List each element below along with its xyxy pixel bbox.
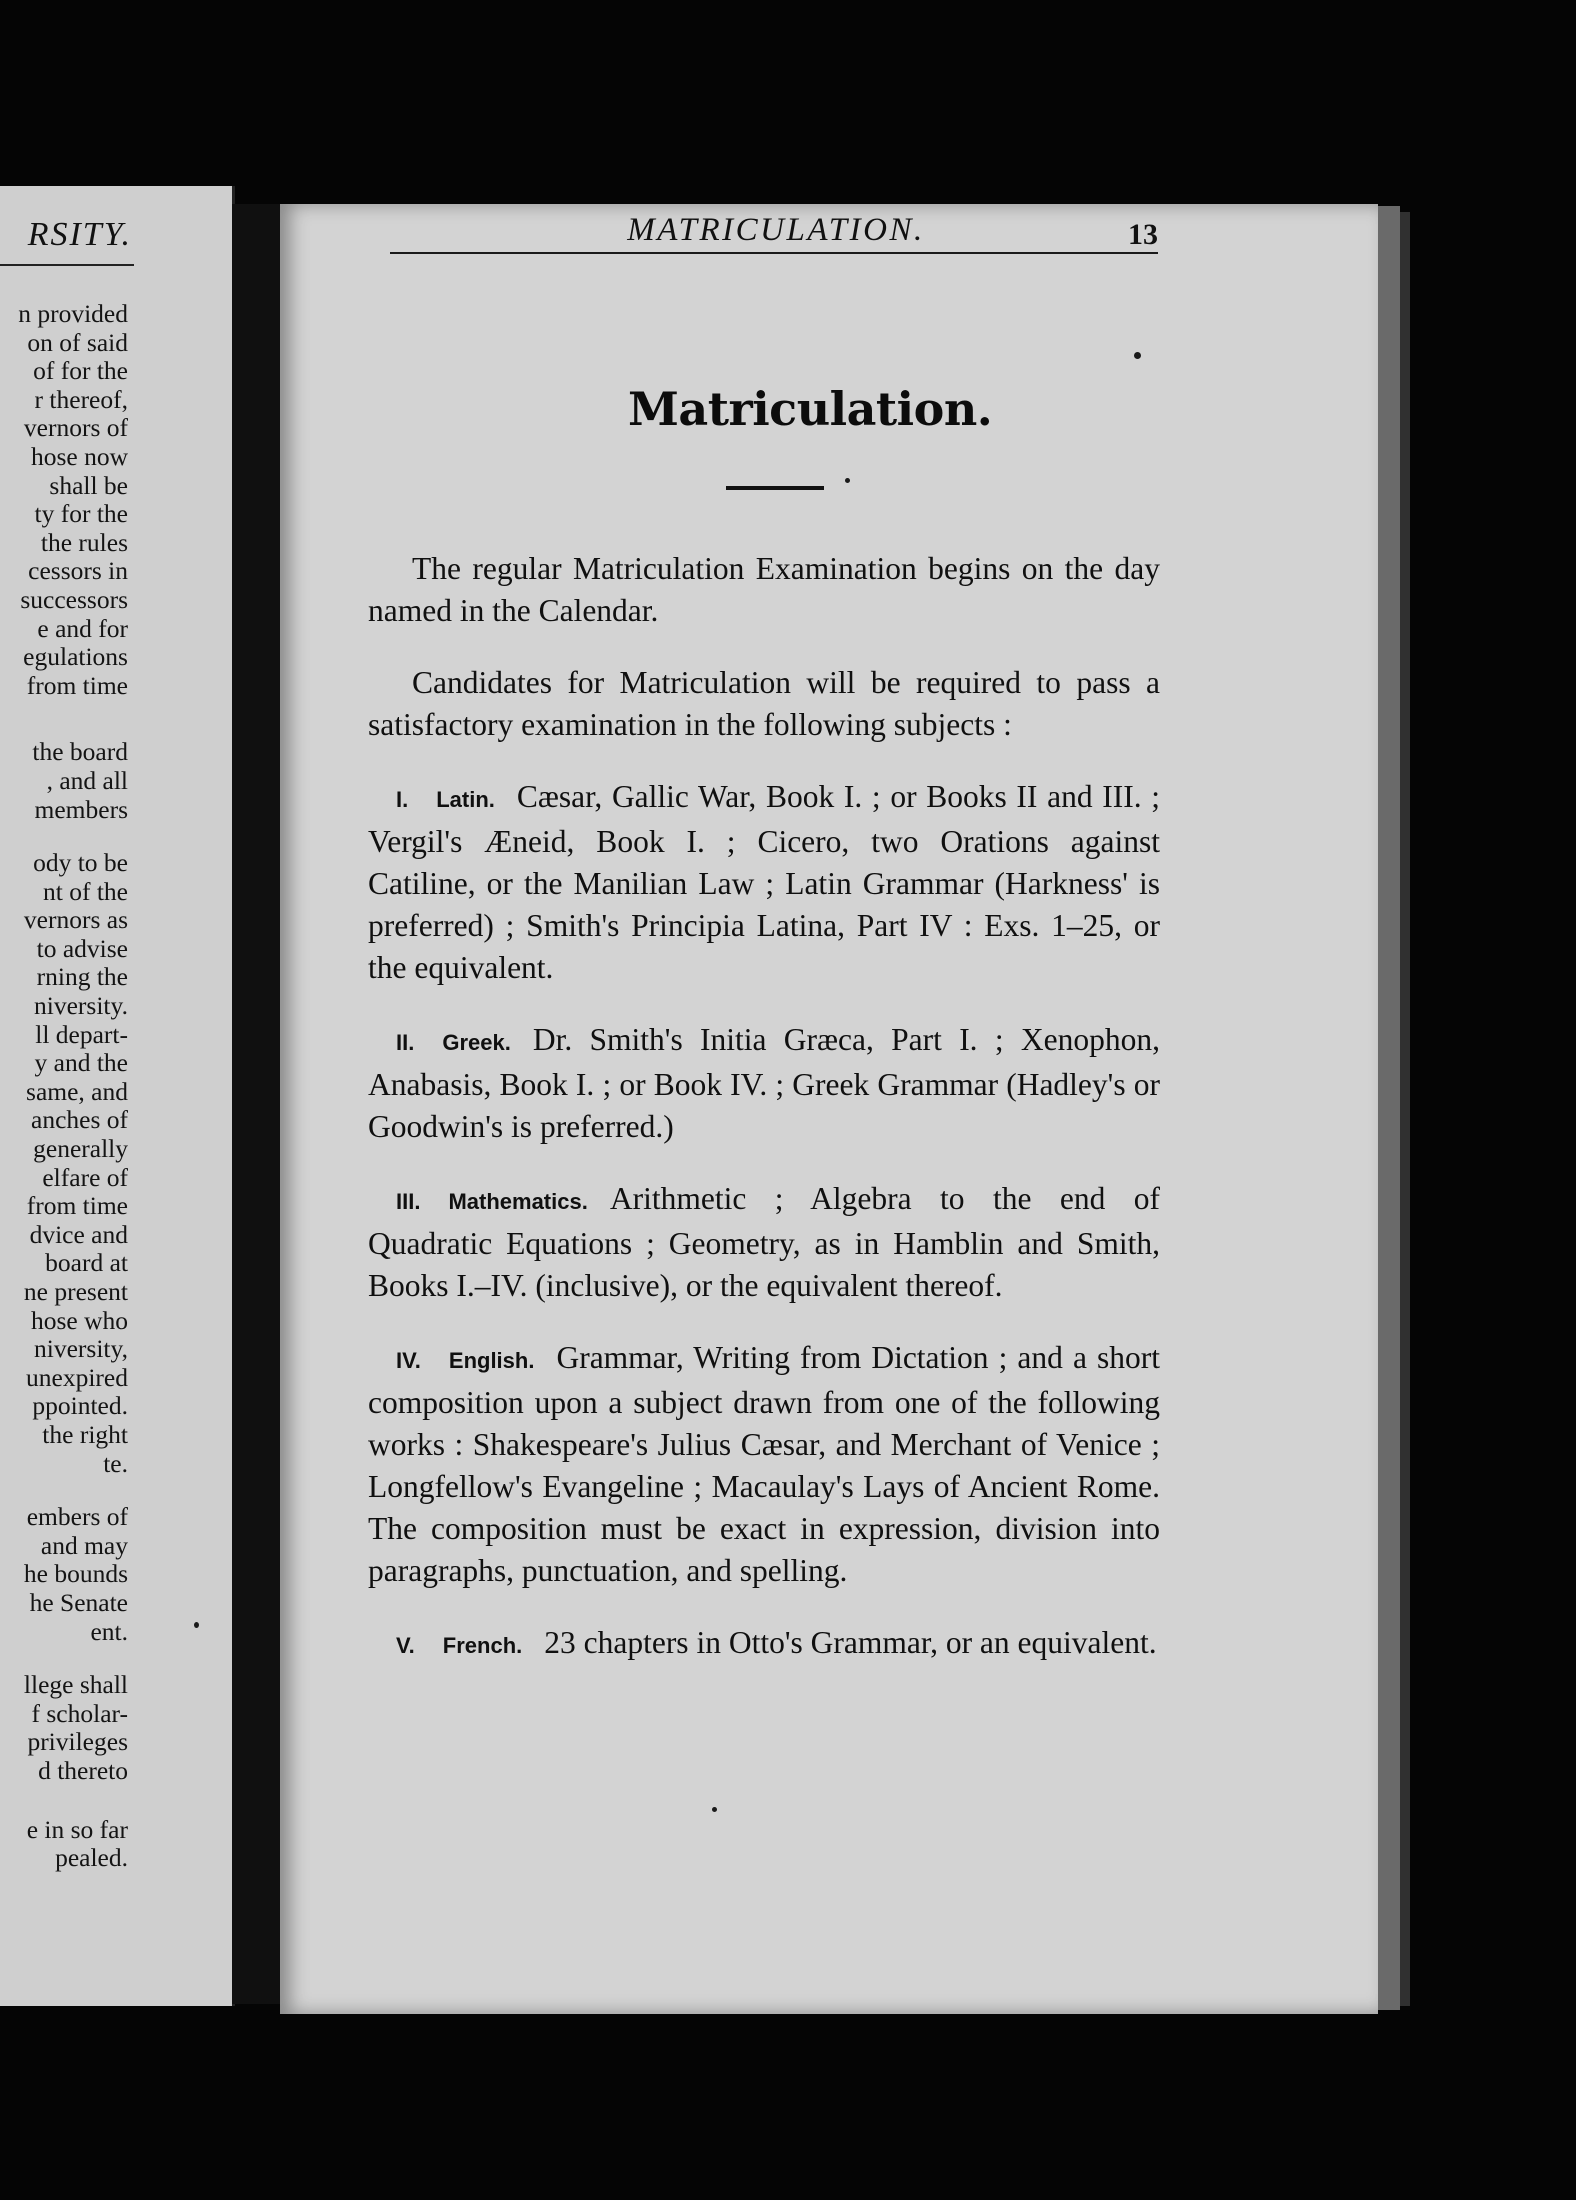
left-line: board at (45, 1248, 128, 1278)
page-body (368, 548, 1160, 1697)
page-title: Matriculation. (628, 382, 993, 436)
left-line: the rules (40, 527, 128, 557)
left-line: he Senate (29, 1587, 128, 1617)
subject-item-french (368, 1622, 1160, 1667)
subject-numeral: V. (396, 1633, 415, 1658)
left-line: ppointed. (32, 1391, 128, 1421)
left-line: the right (42, 1419, 128, 1449)
scan-speck (1134, 352, 1141, 359)
page-edge-shadow (1400, 212, 1410, 2006)
subject-text: Cæsar, Gallic War, Book I. ; or Books II and III. ; Vergil's Æneid, Book I. ; Cicero, two Orations against Catiline, or the Manilian Law ; Latin Grammar (Harkness' is preferred) ; Smith's Principia Latina, Part IV : Exs. 1–25, or the equivalent. (368, 779, 1160, 985)
left-line: members (34, 794, 128, 824)
left-line: cessors in (28, 556, 128, 586)
subject-name: English. (448, 1348, 535, 1373)
left-line: y and the (34, 1048, 128, 1078)
page-number: 13 (1128, 218, 1158, 251)
left-line: r thereof, (34, 384, 128, 414)
left-line: unexpired (26, 1362, 128, 1392)
left-line (0, 824, 128, 849)
left-line: same, and (26, 1076, 128, 1106)
left-page-text-column (0, 300, 128, 1873)
left-line: niversity. (34, 991, 128, 1021)
left-line: hose who (30, 1305, 128, 1335)
left-line (0, 1646, 128, 1671)
left-line: niversity, (34, 1334, 128, 1364)
left-line: elfare of (42, 1162, 128, 1192)
page-edge (1378, 206, 1400, 2010)
left-line: , and all (46, 765, 128, 795)
candidates-paragraph: Candidates for Matriculation will be required to pass a satisfactory examination in the following subjects : (368, 665, 1160, 742)
left-line: the board (32, 737, 128, 767)
left-line: dvice and (29, 1219, 128, 1249)
left-line: n provided (18, 299, 128, 328)
left-line: of for the (33, 356, 128, 386)
subject-name: Latin. (436, 787, 495, 812)
left-line: llege shall (23, 1670, 128, 1700)
left-header-rule (0, 264, 134, 266)
subject-item-latin (368, 776, 1160, 989)
subject-numeral: III. (396, 1189, 421, 1214)
subject-item-greek (368, 1019, 1160, 1148)
left-line: te. (103, 1448, 128, 1478)
subject-name: Greek. (442, 1030, 511, 1055)
left-running-head: RSITY. (27, 216, 132, 253)
intro-paragraph: The regular Matriculation Examination begins on the day named in the Calendar. (368, 551, 1160, 628)
left-line: from time (26, 670, 128, 700)
left-line (0, 1786, 128, 1816)
left-line: ty for the (34, 499, 128, 529)
header-rule (390, 252, 1158, 254)
subject-text: Grammar, Writing from Dictation ; and a short composition upon a subject drawn from one of the following works : Shakespeare's Julius Cæsar, and Merchant of Venice ; Longfellow's Evangeline ; Macaulay's Lays of Ancient Rome. The composition must be exact in expression, division into paragraphs, punctuation, and spelling. (368, 1340, 1160, 1588)
left-line: privileges (27, 1727, 128, 1757)
subject-item-english (368, 1337, 1160, 1592)
left-line: from time (26, 1191, 128, 1221)
subject-numeral: IV. (396, 1348, 421, 1373)
left-line: e in so far (26, 1814, 128, 1844)
left-line: ody to be (33, 848, 128, 878)
subject-name: French. (442, 1633, 523, 1658)
left-line: he bounds (23, 1559, 128, 1589)
subject-item-mathematics (368, 1178, 1160, 1307)
left-line: hose now (30, 441, 128, 471)
scan-speck (845, 478, 850, 483)
left-line: successors (20, 584, 128, 614)
left-line: to advise (36, 933, 128, 963)
left-line (0, 1478, 128, 1503)
subject-name: Mathematics. (448, 1189, 588, 1214)
subject-numeral: II. (396, 1030, 415, 1055)
left-line: shall be (49, 470, 128, 500)
left-line: embers of (26, 1502, 128, 1532)
running-head: MATRICULATION. (627, 212, 925, 248)
left-line: pealed. (55, 1843, 128, 1873)
left-line: d thereto (38, 1755, 128, 1785)
left-line: on of said (27, 327, 128, 357)
left-line: anches of (31, 1105, 128, 1135)
title-rule (726, 486, 824, 490)
scan-speck (712, 1807, 717, 1812)
left-line: f scholar- (31, 1698, 128, 1728)
left-line: egulations (23, 642, 128, 672)
subject-text: Dr. Smith's Initia Græca, Part I. ; Xenophon, Anabasis, Book I. ; or Book IV. ; Greek Grammar (Hadley's or Goodwin's is preferred.) (368, 1022, 1160, 1144)
subject-text: Arithmetic ; Algebra to the end of Quadratic Equations ; Geometry, as in Hamblin and Smith, Books I.–IV. (inclusive), or the equivalent thereof. (368, 1181, 1160, 1303)
left-line: ne present (23, 1277, 128, 1306)
left-line (0, 700, 128, 738)
left-line: vernors of (23, 413, 128, 443)
subject-text: 23 chapters in Otto's Grammar, or an equivalent. (544, 1625, 1157, 1660)
scan-speck (194, 1622, 199, 1628)
left-line: generally (33, 1134, 128, 1164)
left-line: e and for (37, 613, 128, 643)
left-facing-page (0, 186, 235, 2006)
left-line: nt of the (43, 876, 128, 906)
subject-numeral: I. (396, 787, 409, 812)
left-line: vernors as (23, 905, 128, 935)
left-line: and may (40, 1530, 128, 1560)
book-gutter (232, 204, 280, 2004)
left-line: rning the (36, 962, 128, 992)
left-line: ent. (90, 1616, 128, 1646)
left-line: ll depart- (35, 1019, 128, 1049)
